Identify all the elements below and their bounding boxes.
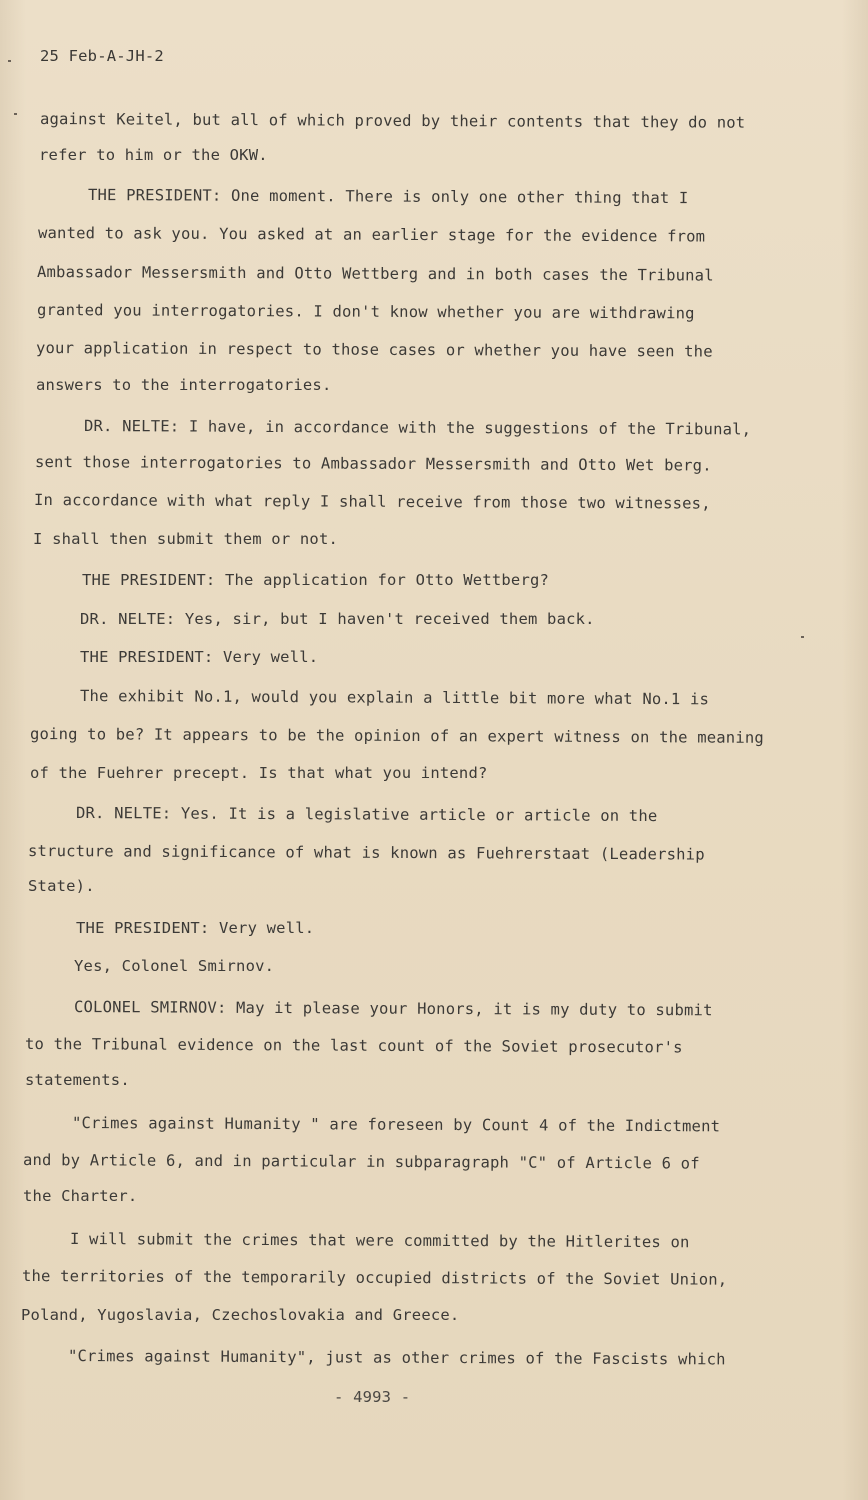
text-line: THE PRESIDENT: Very well. [80, 648, 319, 666]
text-line: going to be? It appears to be the opinion of an expert witness on the meaning [29, 725, 764, 747]
text-line: to the Tribunal evidence on the last count of the Soviet prosecutor's [24, 1035, 683, 1057]
document-reference: 25 Feb-A-JH-2 [40, 47, 164, 65]
text-line: the Charter. [23, 1187, 138, 1205]
text-line: refer to him or the OKW. [39, 146, 268, 164]
text-line: and by Article 6, and in particular in subparagraph "C" of Article 6 of [22, 1151, 700, 1173]
text-line: The exhibit No.1, would you explain a little bit more what No.1 is [79, 687, 710, 709]
text-line: your application in respect to those cases or whether you have seen the [35, 339, 713, 361]
text-line: Yes, Colonel Smirnov. [74, 957, 275, 975]
text-line: I shall then submit them or not. [33, 530, 339, 548]
text-line: THE PRESIDENT: One moment. There is only one other thing that I [87, 186, 689, 208]
text-line: statements. [25, 1071, 130, 1089]
text-line: Poland, Yugoslavia, Czechoslovakia and Greece. [21, 1306, 460, 1324]
text-line: wanted to ask you. You asked at an earlier stage for the evidence from [37, 224, 706, 246]
text-line: THE PRESIDENT: The application for Otto Wettberg? [82, 571, 550, 589]
text-line: of the Fuehrer precept. Is that what you intend? [30, 764, 488, 782]
text-line: Ambassador Messersmith and Otto Wettberg and in both cases the Tribunal [36, 263, 714, 285]
text-line: State). [28, 877, 95, 895]
text-line: against Keitel, but all of which proved by their contents that they do not [39, 110, 746, 132]
text-line: DR. NELTE: I have, in accordance with the suggestions of the Tribunal, [83, 417, 752, 439]
page-number: - 4993 - [334, 1388, 411, 1406]
margin-mark [14, 113, 17, 115]
text-line: granted you interrogatories. I don't know whether you are withdrawing [36, 301, 695, 323]
text-line: sent those interrogatories to Ambassador Messersmith and Otto Wet berg. [34, 453, 712, 475]
text-line: "Crimes against Humanity", just as other crimes of the Fascists which [67, 1347, 726, 1369]
text-line: DR. NELTE: Yes, sir, but I haven't received them back. [80, 610, 595, 628]
margin-mark [801, 636, 804, 638]
margin-mark [8, 60, 11, 62]
text-line: DR. NELTE: Yes. It is a legislative article or article on the [75, 804, 658, 826]
text-line: I will submit the crimes that were committed by the Hitlerites on [69, 1230, 690, 1252]
text-line: THE PRESIDENT: Very well. [76, 919, 315, 937]
text-line: "Crimes against Humanity " are foreseen by Count 4 of the Indictment [71, 1114, 721, 1136]
text-line: the territories of the temporarily occupied districts of the Soviet Union, [21, 1267, 728, 1289]
text-line: In accordance with what reply I shall receive from those two witnesses, [33, 491, 711, 513]
text-line: COLONEL SMIRNOV: May it please your Honors, it is my duty to submit [73, 998, 713, 1020]
text-line: answers to the interrogatories. [36, 376, 332, 394]
text-line: structure and significance of what is known as Fuehrerstaat (Leadership [27, 842, 705, 864]
